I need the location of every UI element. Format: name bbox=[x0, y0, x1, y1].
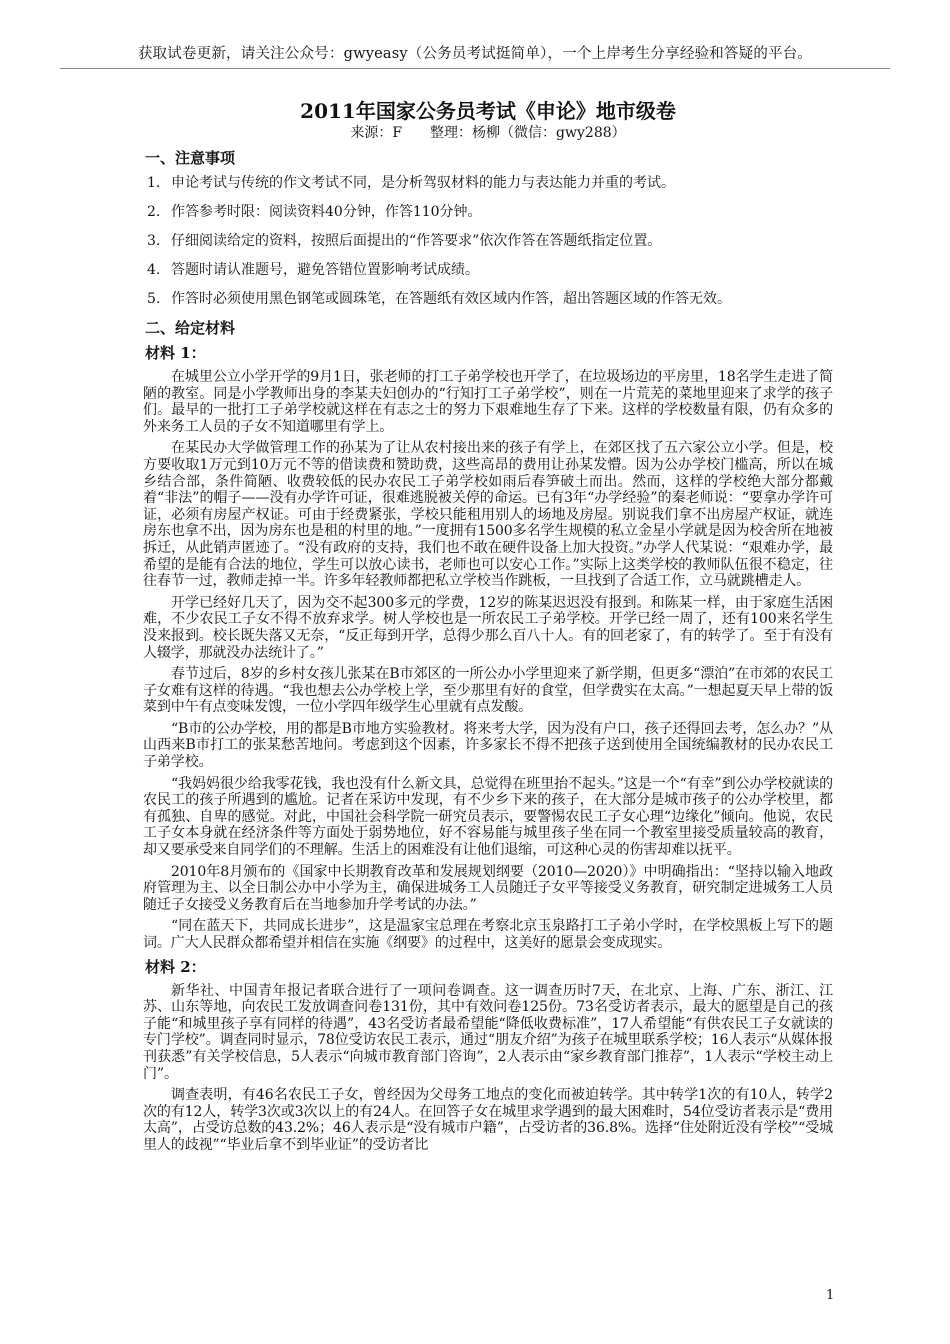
notice-item bbox=[143, 202, 833, 222]
notice-item-number: 4. bbox=[147, 262, 161, 278]
material-paragraph: “同在蓝天下，共同成长进步”，这是温家宝总理在考察北京玉泉路打工子弟小学时，在学校黑板上写下的题词。广大人民群众都希望并相信在实施《纲要》的过程中，这美好的愿景会变成现实。 bbox=[143, 918, 833, 951]
notice-item bbox=[143, 173, 833, 193]
material-paragraph: “我妈妈很少给我零花钱，我也没有什么新文具，总觉得在班里抬不起头。”这是一个“有幸”到公办学校就读的农民工的孩子所遇到的尴尬。记者在采访中发现，有不少乡下来的孩子，在大部分是城市孩子的公办学校里，都有孤独、自卑的感觉。对此，中国社会科学院一研究员表示，要警惕农民工子女心理“边缘化”倾向。他说，农民工子女本身就在经济条件等方面处于弱势地位，好不容易能与城里孩子坐在同一个教室里接受质量较高的教育，却又要承受来自同学们的不理解。生活上的困难没有让他们退缩，可这种心灵的伤害却难以抚平。 bbox=[143, 775, 833, 859]
notice-item-number: 2. bbox=[147, 204, 161, 220]
document-title: 2011年国家公务员考试《申论》地市级卷 bbox=[300, 99, 676, 123]
material-paragraph: 2010年8月颁布的《国家中长期教育改革和发展规划纲要（2010—2020）》中明确指出：“坚持以输入地政府管理为主、以全日制公办中小学为主，确保进城务工人员随迁子女平等接受义务教育，研究制定进城务工人员随迁子女接受义务教育后在当地参加升学考试的办法。” bbox=[143, 863, 833, 913]
material-paragraph: 开学已经好几天了，因为交不起300多元的学费，12岁的陈某迟迟没有报到。和陈某一样，由于家庭生活困难，不少农民工子女不得不放弃求学。树人学校也是一所农民工子弟学校。开学已经一周了，还有100来名学生没来报到。校长既失落又无奈，“反正每到开学，总得少那么百八十人。有的回老家了，有的转学了。至于有没有人辍学，那就没办法统计了。” bbox=[143, 594, 833, 661]
notice-item-text: 作答参考时限：阅读资料40分钟，作答110分钟。 bbox=[171, 204, 482, 220]
notice-item-number: 3. bbox=[147, 233, 161, 249]
section-heading-notice: 一、注意事项 bbox=[145, 149, 236, 167]
material-1-label: 材料 1： bbox=[145, 344, 206, 362]
notice-item-text: 答题时请认准题号，避免答错位置影响考试成绩。 bbox=[171, 262, 479, 278]
material-paragraph: “B市的公办学校，用的都是B市地方实验教材。将来考大学，因为没有户口，孩子还得回去考，怎么办？”从山西来B市打工的张某愁苦地问。考虑到这个因素，许多家长不得不把孩子送到使用全国统编教材的民办农民工子弟学校。 bbox=[143, 720, 833, 771]
material-paragraph: 在城里公立小学开学的9月1日，张老师的打工子弟学校也开学了，在垃圾场边的平房里，18名学生走进了简陋的教室。同是小学教师出身的李某夫妇创办的“行知打工子弟学校”，则在一片荒芜的菜地里迎来了求学的孩子们。最早的一批打工子弟学校就这样在有志之士的努力下艰难地生存了下来。这样的学校数量有限，仍有众多的外来务工人员的子女不知道哪里有学上。 bbox=[143, 369, 833, 435]
header-divider bbox=[60, 68, 890, 69]
notice-item-text: 作答时必须使用黑色钢笔或圆珠笔，在答题纸有效区域内作答，超出答题区域的作答无效。 bbox=[171, 291, 731, 307]
notice-item bbox=[143, 289, 833, 309]
material-2-label: 材料 2： bbox=[145, 957, 206, 976]
material-paragraph: 在某民办大学做管理工作的孙某为了让从农村接出来的孩子有学上，在郊区找了五六家公立小学。但是，校方要收取1万元到10万元不等的借读费和赞助费，这些高昂的费用让孙某发懵。因为公办学校门槛高，所以在城乡结合部，条件简陋、收费较低的民办农民工子弟学校如雨后春笋破土而出。然而，这样的学校绝大部分都戴着“非法”的帽子——没有办学许可证，很难逃脱被关停的命运。已有3年“办学经验”的秦老师说：“要拿办学许可证，必须有房屋产权证。可由于经费紧张，学校只能租用别人的场地及房屋。别说我们拿不出房屋产权证，就连房东也拿不出，因为房东也是租的村里的地。”一度拥有1500多名学生规模的私立金星小学就是因为校舍所在地被拆迁，从此销声匿迹了。“没有政府的支持，我们也不敢在硬件设备上加大投资。”办学人代某说：“艰难办学，最希望的是能有合法的地位，学生可以放心读书，老师也可以安心工作。”实际上这类学校的教师队伍很不稳定，往往春节一过，教师走掉一半。许多年轻教师都把私立学校当作跳板，一旦找到了合适工作，立马就跳槽走人。 bbox=[143, 440, 833, 590]
material-paragraph: 春节过后，8岁的乡村女孩儿张某在B市郊区的一所公办小学里迎来了新学期，但更多“漂泊”在市郊的农民工子女难有这样的待遇。“我也想去公办学校上学，至少那里有好的食堂，但学费实在太高。”一想起夏天早上带的饭菜到中午有点变味发馊，一位小学四年级学生心里就有点发酸。 bbox=[143, 666, 833, 716]
notice-item-text: 申论考试与传统的作文考试不同，是分析驾驭材料的能力与表达能力并重的考试。 bbox=[171, 175, 675, 191]
notice-item bbox=[143, 260, 833, 280]
material-paragraph: 调查表明，有46名农民工子女，曾经因为父母务工地点的变化而被迫转学。其中转学1次的有10人，转学2次的有12人，转学3次或3次以上的有24人。在回答子女在城里求学遇到的最大困难时，54位受访者表示是“费用太高”，占受访总数的43.2%；46人表示是“没有城市户籍”，占受访者的36.8%。选择“住处附近没有学校”“受城里人的歧视”“毕业后拿不到毕业证”的受访者比 bbox=[143, 1087, 834, 1153]
notice-item bbox=[143, 231, 833, 251]
notice-item-number: 5. bbox=[147, 291, 161, 307]
section-heading-materials: 二、给定材料 bbox=[145, 319, 236, 337]
notice-list bbox=[143, 173, 833, 309]
document-source: 来源：F 整理：杨柳（微信：gwy288） bbox=[350, 125, 626, 141]
material-paragraph: 新华社、中国青年报记者联合进行了一项问卷调查。这一调查历时7天，在北京、上海、广东、浙江、江苏、山东等地，向农民工发放调查问卷131份，其中有效问卷125份。73名受访者表示，最大的愿望是自己的孩子能“和城里孩子享有同样的待遇”，43名受访者最希望能“降低收费标准”，17人希望能“有供农民工子女就读的专门学校”。调查同时显示，78位受访农民工表示，通过“朋友介绍”为孩子在城里联系学校；16人表示“从媒体报刊获悉”有关学校信息，5人表示“向城市教育部门咨询”，2人表示由“家乡教育部门推荐”，1人表示“学校主动上门”。 bbox=[143, 982, 833, 1082]
notice-item-number: 1. bbox=[147, 175, 161, 191]
document-body bbox=[143, 98, 833, 1159]
page-number: 1 bbox=[826, 1288, 835, 1303]
header-notice: 获取试卷更新，请关注公众号：gwyeasy（公务员考试挺简单），一个上岸考生分享经验和答疑的平台。 bbox=[137, 46, 813, 62]
notice-item-text: 仔细阅读给定的资料，按照后面提出的“作答要求”依次作答在答题纸指定位置。 bbox=[171, 233, 662, 249]
